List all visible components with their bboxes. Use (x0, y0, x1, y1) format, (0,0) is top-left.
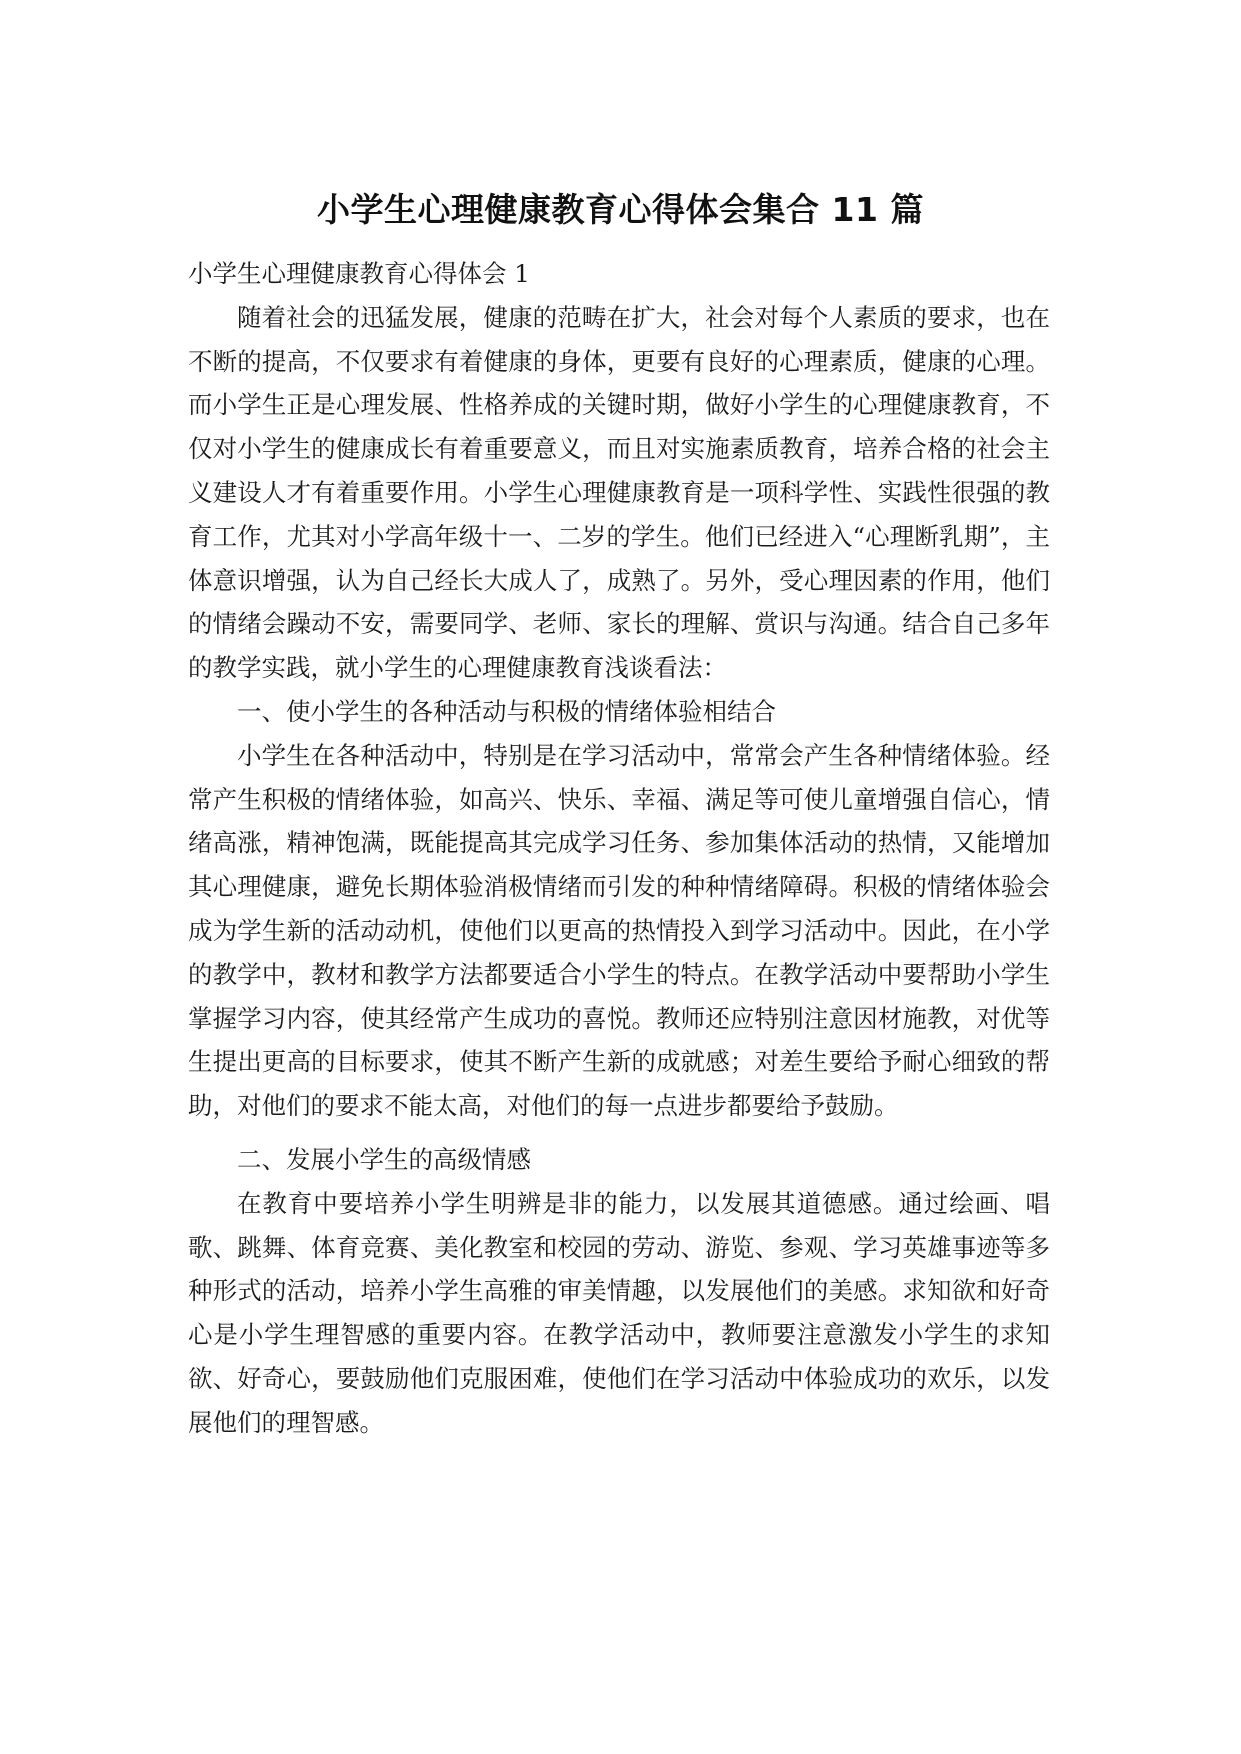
body-paragraph: 小学生在各种活动中，特别是在学习活动中，常常会产生各种情绪体验。经常产生积极的情绪体验，如高兴、快乐、幸福、满足等可使儿童增强自信心，情绪高涨，精神饱满，既能提高其完成学习任务、参加集体活动的热情，又能增加其心理健康，避免长期体验消极情绪而引发的种种情绪障碍。积极的情绪体验会成为学生新的活动动机，使他们以更高的热情投入到学习活动中。因此，在小学的教学中，教材和教学方法都要适合小学生的特点。在教学活动中要帮助小学生掌握学习内容，使其经常产生成功的喜悦。教师还应特别注意因材施教，对优等生提出更高的目标要求，使其不断产生新的成就感；对差生要给予耐心细致的帮助，对他们的要求不能太高，对他们的每一点进步都要给予鼓励。 (188, 740, 1050, 1121)
section-heading: 二、发展小学生的高级情感 (237, 1144, 531, 1174)
body-paragraph: 在教育中要培养小学生明辨是非的能力，以发展其道德感。通过绘画、唱歌、跳舞、体育竞赛、美化教室和校园的劳动、游览、参观、学习英雄事迹等多种形式的活动，培养小学生高雅的审美情趣，以发展他们的美感。求知欲和好奇心是小学生理智感的重要内容。在教学活动中，教师要注意激发小学生的求知欲、好奇心，要鼓励他们克服困难，使他们在学习活动中体验成功的欢乐，以发展他们的理智感。 (188, 1188, 1050, 1437)
body-paragraph: 随着社会的迅猛发展，健康的范畴在扩大，社会对每个人素质的要求，也在不断的提高，不仅要求有着健康的身体，更要有良好的心理素质，健康的心理。而小学生正是心理发展、性格养成的关键时期，做好小学生的心理健康教育，不仅对小学生的健康成长有着重要意义，而且对实施素质教育，培养合格的社会主义建设人才有着重要作用。小学生心理健康教育是一项科学性、实践性很强的教育工作，尤其对小学高年级十一、二岁的学生。他们已经进入“心理断乳期”，主体意识增强，认为自己经长大成人了，成熟了。另外，受心理因素的作用，他们的情绪会躁动不安，需要同学、老师、家长的理解、赏识与沟通。结合自己多年的教学实践，就小学生的心理健康教育浅谈看法： (188, 302, 1050, 683)
document-body (188, 252, 1050, 1445)
section-heading: 一、使小学生的各种活动与积极的情绪体验相结合 (237, 696, 776, 726)
section-subtitle: 小学生心理健康教育心得体会 1 (188, 259, 530, 288)
document-title: 小学生心理健康教育心得体会集合 11 篇 (317, 190, 924, 229)
